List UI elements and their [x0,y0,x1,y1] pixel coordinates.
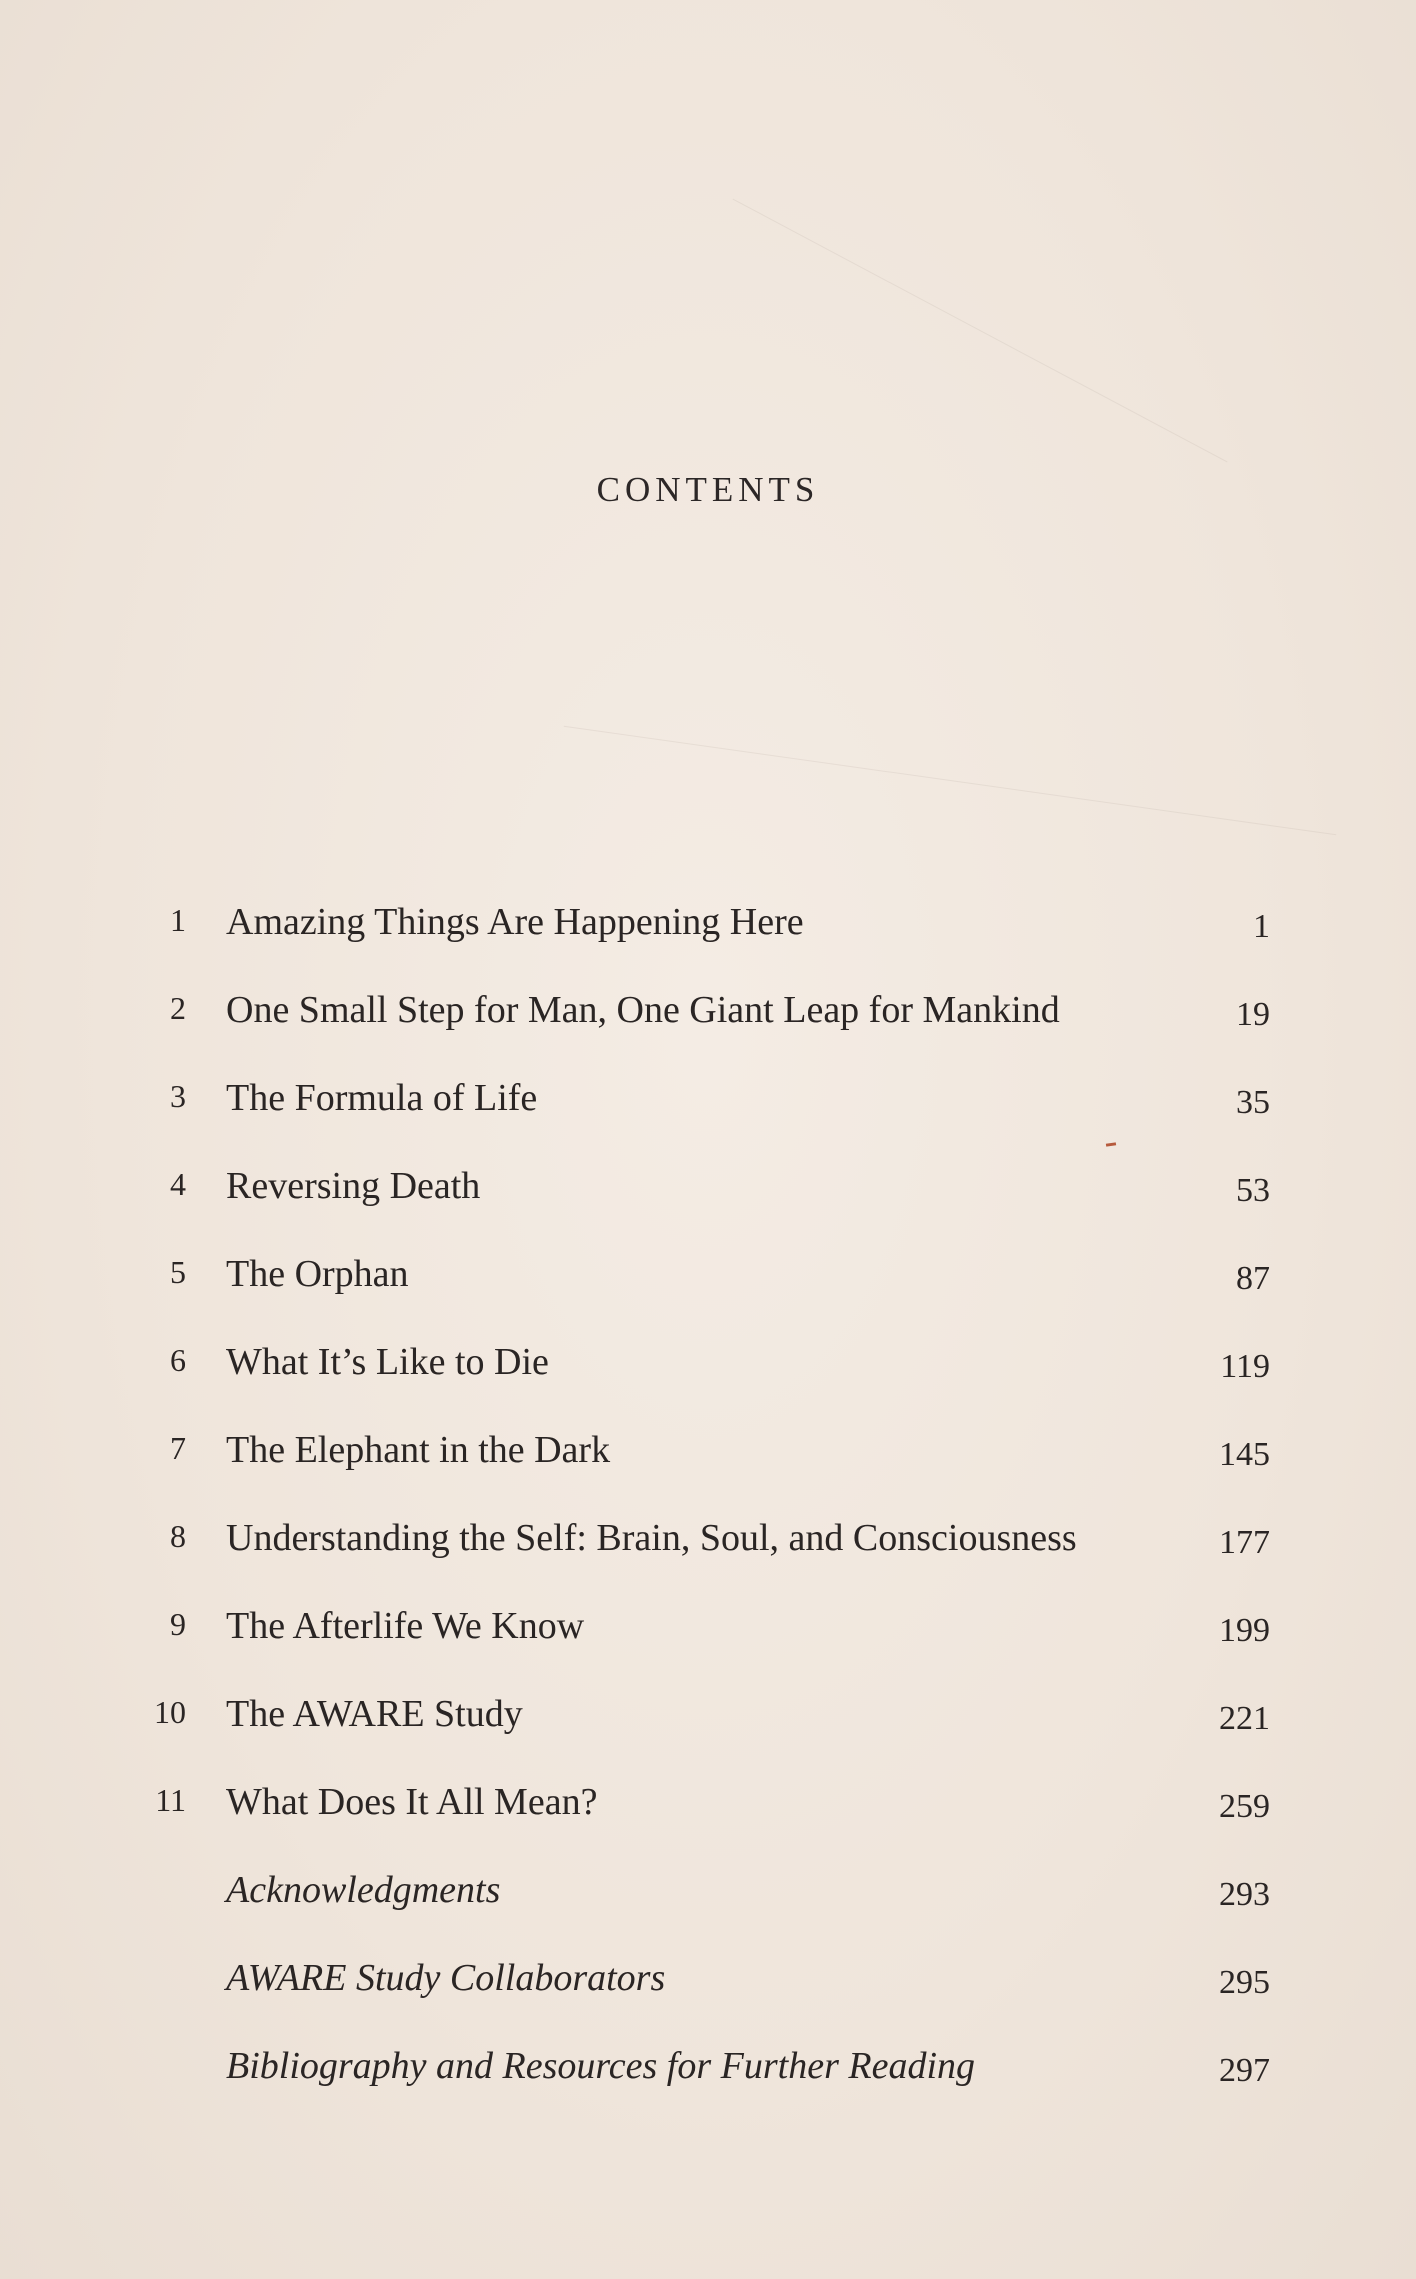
contents-heading: CONTENTS [596,470,820,509]
page-number: 87 [1236,1260,1270,1297]
chapter-number: 1 [170,902,186,938]
chapter-title: The Orphan [226,1253,409,1295]
chapter-title: Reversing Death [226,1165,481,1207]
page-number: 293 [1219,1876,1270,1913]
chapter-number: 6 [170,1342,186,1378]
page-number: 35 [1236,1084,1270,1121]
chapter-title: The AWARE Study [226,1693,523,1735]
toc-entry-acknowledgments[interactable] [140,1858,1270,1946]
chapter-number: 4 [170,1166,186,1202]
chapter-title: One Small Step for Man, One Giant Leap for Mankind [226,989,1060,1031]
chapter-title: Amazing Things Are Happening Here [226,901,804,943]
page-number: 53 [1236,1172,1270,1209]
page-number: 119 [1220,1348,1270,1385]
chapter-number: 11 [155,1782,186,1818]
toc-entry-3[interactable] [140,1066,1270,1154]
paper-crease [733,199,1228,463]
toc-entry-6[interactable] [140,1330,1270,1418]
toc-entry-9[interactable] [140,1594,1270,1682]
toc-entry-7[interactable] [140,1418,1270,1506]
page-number: 145 [1219,1436,1270,1473]
chapter-number: 7 [170,1430,186,1466]
toc-entry-5[interactable] [140,1242,1270,1330]
page-number: 259 [1219,1788,1270,1825]
chapter-number: 5 [170,1254,186,1290]
chapter-title: The Elephant in the Dark [226,1429,611,1471]
toc-entry-bibliography[interactable] [140,2034,1270,2122]
chapter-number: 10 [154,1694,186,1730]
toc-entry-collaborators[interactable] [140,1946,1270,2034]
page-number: 297 [1219,2052,1270,2089]
chapter-title: The Formula of Life [226,1077,538,1119]
chapter-title: What Does It All Mean? [226,1781,598,1823]
table-of-contents [140,890,1270,2122]
toc-entry-10[interactable] [140,1682,1270,1770]
paper-crease [564,726,1337,836]
chapter-title: The Afterlife We Know [226,1605,585,1647]
toc-entry-2[interactable] [140,978,1270,1066]
toc-entry-1[interactable] [140,890,1270,978]
chapter-number: 3 [170,1078,186,1114]
page-number: 1 [1253,908,1270,945]
chapter-title: What It’s Like to Die [226,1341,549,1383]
page-number: 177 [1219,1524,1270,1561]
toc-entry-11[interactable] [140,1770,1270,1858]
chapter-title: Understanding the Self: Brain, Soul, and Consciousness [226,1517,1077,1559]
toc-entry-8[interactable] [140,1506,1270,1594]
page-number: 295 [1219,1964,1270,2001]
page-number: 199 [1219,1612,1270,1649]
toc-entry-4[interactable] [140,1154,1270,1242]
chapter-number: 9 [170,1606,186,1642]
section-title: Acknowledgments [226,1869,501,1911]
chapter-number: 8 [170,1518,186,1554]
chapter-number: 2 [170,990,186,1026]
page-number: 19 [1236,996,1270,1033]
page-number: 221 [1219,1700,1270,1737]
section-title: Bibliography and Resources for Further Reading [226,2045,975,2087]
section-title: AWARE Study Collaborators [226,1957,666,1999]
